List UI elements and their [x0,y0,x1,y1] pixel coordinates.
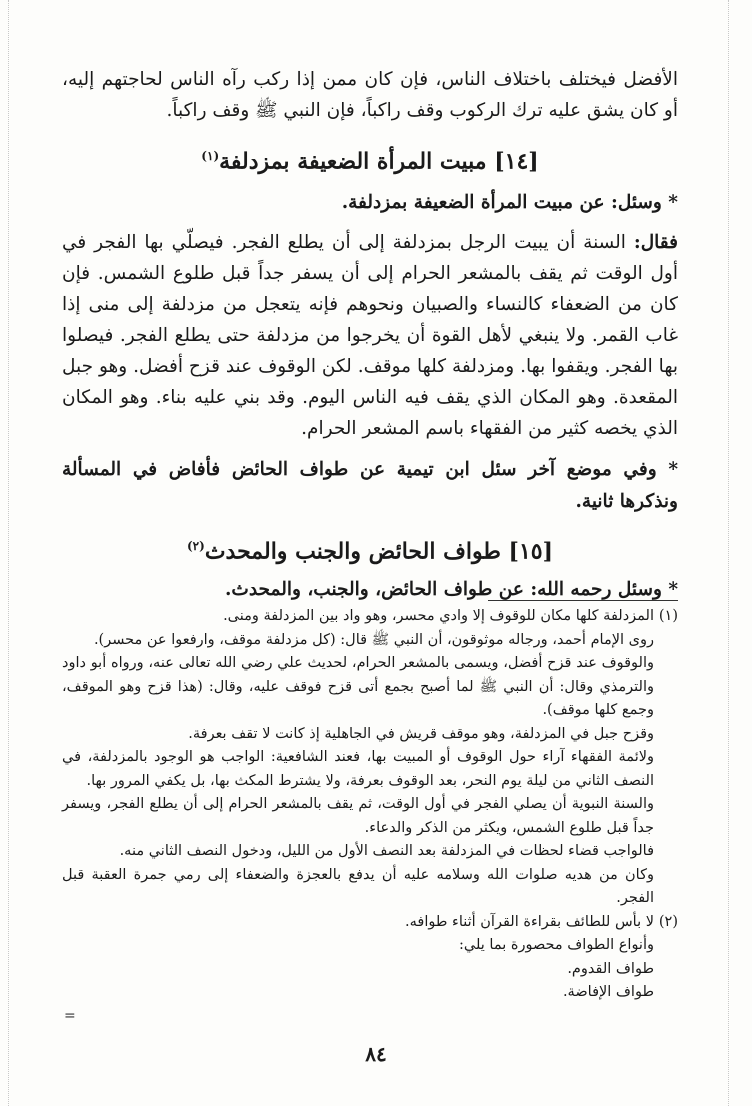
section-15-footnote-ref: (٢) [186,539,205,554]
footnote-1-line: روى الإمام أحمد، ورجاله موثوقون، أن النبي ﷺ قال: (كل مزدلفة موقف، وارفعوا عن محسر). [93,631,654,648]
answer-lead: فقال: [633,232,678,254]
intro-paragraph: الأفضل فيختلف باختلاف الناس، فإن كان ممن إذا ركب رآه الناس لحاجتهم إليه، أو كان يشق عليه ترك الركوب وقف راكباً، فإن النبي ﷺ وقف راكباً. [62,69,678,121]
continuation-mark: = [64,1008,76,1024]
footnote-1-line: فالواجب قضاء لحظات في المزدلفة بعد النصف الأول من الليل، ودخول النصف الثاني منه. [119,843,654,859]
footnote-2-line [62,911,678,935]
section-14-question: * وسئل: عن مبيت المرأة الضعيفة بمزدلفة. [341,192,678,214]
section-15-heading [62,526,678,571]
answer-text: السنة أن يبيت الرجل بمزدلفة إلى أن يطلع الفجر. فيصلّي بها الفجر في أول الوقت ثم يقف بالمشعر الحرام إلى أن يسفر جداً قبل طلوع الشمس. فإن كان من الضعفاء كالنساء والصبيان ونحوهم فإنه يتعجل من مزدلفة إلى منى إذا غاب القمر. ولا ينبغي لأهل القوة أن يخرجوا من مزدلفة حتى يطلع الفجر. فيصلوا بها الفجر. ويقفوا بها. ومزدلفة كلها موقف. لكن الوقوف عند قزح أفضل. وهو جبل المقعدة. وهو المكان الذي يقف فيه الناس اليوم. وقد بني عليه بناء. وهو المكان الذي يخصه كثير من الفقهاء باسم المشعر الحرام. [62,232,678,440]
section-15-question: * وسئل رحمه الله: عن طواف الحائض، والجنب، والمحدث. [224,578,678,600]
page-border-right [728,0,729,1106]
footnote-separator [488,600,678,601]
page-number: ٨٤ [365,1042,387,1066]
section-14-title: [١٤] مبيت المرأة الضعيفة بمزدلفة [219,148,539,175]
footnote-1-line: والسنة النبوية أن يصلي الفجر في أول الوقت، ثم يقف بالمشعر الحرام إلى أن يطلع الفجر، ويسفر جداً قبل طلوع الشمس، ويكثر من الذكر والدعاء. [62,796,654,836]
section-15-title: [١٥] طواف الحائض والجنب والمحدث [204,538,554,565]
section-14-heading [62,136,678,181]
page-border-left [8,0,9,1106]
footnote-1-line: وقزح جبل في المزدلفة، وهو موقف قريش في الجاهلية إذ كانت لا تقف بعرفة. [188,725,654,742]
answer-paragraph [62,227,678,444]
footnote-1-line: والوقوف عند قزح أفضل، ويسمى بالمشعر الحرام، لحديث علي رضي الله تعالى عنه، ورواه أبو داود والترمذي وقال: أن النبي ﷺ لما أصبح بجمع أتى قزح فوقف عليه، وقال: (هذا قزح وهو الموقف، وجمع كلها موقف). [62,655,654,718]
footnote-2-number: (٢) [658,913,678,930]
footnote-1-line [62,605,678,629]
footnote-1-number: (١) [658,608,678,624]
footnote-1-line: وكان من هديه صلوات الله وسلامه عليه أن يدفع بالعجزة والضعفاء إلى رمي جمرة العقبة قبل الفجر. [62,866,654,906]
footnote-2-line: وأنواع الطواف محصورة بما يلي: [459,937,654,953]
footnote-1-line: ولائمة الفقهاء آراء حول الوقوف أو المبيت بها، فعند الشافعية: الواجب هو الوجود بالمزدلفة، في النصف الثاني من ليلة يوم النحر، بعد الوقوف بعرفة، ولا يشترط المكث بها، بل يكفي المرور بها. [62,749,654,789]
other-place-note: * وفي موضع آخر سئل ابن تيمية عن طواف الحائض فأفاض في المسألة ونذكرها ثانية. [62,459,678,513]
footnote-2-line: طواف القدوم. [567,960,654,977]
main-text [62,64,678,606]
footnote-2-text: لا بأس للطائف بقراءة القرآن أثناء طوافه. [405,913,654,930]
section-14-footnote-ref: (١) [201,149,220,163]
footnotes [62,600,678,1005]
footnote-1-text: المزدلفة كلها مكان للوقوف إلا وادي محسر، وهو واد بين المزدلفة ومنى. [223,608,654,624]
footnote-2-line: طواف الإفاضة. [562,984,654,1000]
